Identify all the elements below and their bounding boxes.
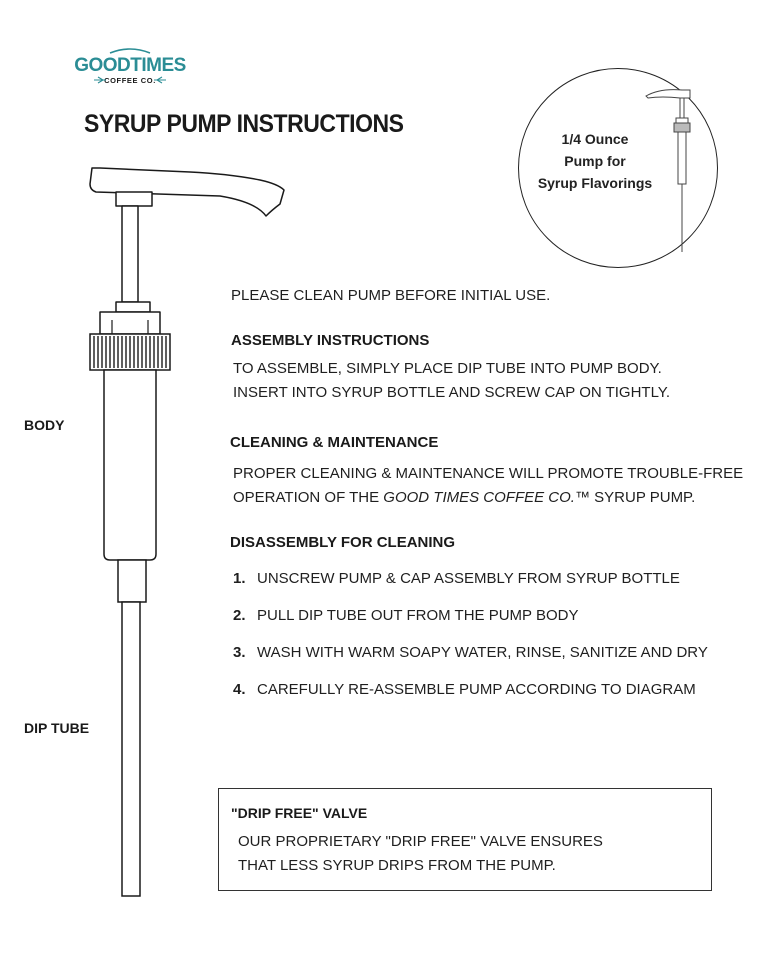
valve-body bbox=[238, 830, 603, 878]
logo-graphic bbox=[74, 46, 186, 88]
step-number: 2. bbox=[233, 607, 246, 624]
step-1 bbox=[233, 570, 680, 587]
badge-line-1: 1/4 Ounce bbox=[561, 131, 629, 147]
body-label: BODY bbox=[24, 417, 65, 433]
pump-stem bbox=[122, 206, 138, 302]
pump-body-cylinder bbox=[104, 370, 156, 560]
dip-tube-label: DIP TUBE bbox=[24, 720, 90, 736]
logo-tagline: COFFEE CO. bbox=[104, 76, 156, 85]
assembly-line-1: TO ASSEMBLE, SIMPLY PLACE DIP TUBE INTO PUMP BODY. bbox=[233, 360, 662, 377]
page-title: SYRUP PUMP INSTRUCTIONS bbox=[84, 110, 404, 138]
step-3 bbox=[233, 644, 708, 661]
pump-head-collar bbox=[116, 192, 152, 206]
brand-logo bbox=[74, 46, 186, 88]
step-number: 1. bbox=[233, 570, 246, 587]
valve-line-1: OUR PROPRIETARY "DRIP FREE" VALVE ENSURES bbox=[238, 833, 603, 850]
valve-line-2: THAT LESS SYRUP DRIPS FROM THE PUMP. bbox=[238, 857, 556, 874]
step-4 bbox=[233, 681, 696, 698]
cleaning-line-2-suffix: SYRUP PUMP. bbox=[589, 489, 696, 506]
pump-body-connector bbox=[118, 560, 146, 602]
cleaning-body bbox=[233, 462, 743, 510]
step-text: UNSCREW PUMP & CAP ASSEMBLY FROM SYRUP BOTTLE bbox=[257, 570, 680, 587]
brand-name: GOOD TIMES COFFEE CO.™ bbox=[383, 489, 590, 506]
badge-line-3: Syrup Flavorings bbox=[537, 175, 653, 191]
step-number: 3. bbox=[233, 644, 246, 661]
assembly-heading: ASSEMBLY INSTRUCTIONS bbox=[231, 332, 430, 349]
logo-arc bbox=[110, 49, 150, 53]
pump-stem-seal bbox=[116, 302, 150, 312]
valve-heading: "DRIP FREE" VALVE bbox=[231, 805, 368, 821]
cleaning-line-2-prefix: OPERATION OF THE bbox=[233, 489, 384, 506]
cleaning-heading: CLEANING & MAINTENANCE bbox=[230, 434, 439, 451]
step-2 bbox=[233, 607, 578, 624]
step-text: WASH WITH WARM SOAPY WATER, RINSE, SANITIZE AND DRY bbox=[257, 644, 708, 661]
badge-line-2: Pump for bbox=[564, 153, 626, 169]
assembly-body bbox=[233, 357, 670, 405]
dip-tube bbox=[122, 602, 140, 896]
disassembly-heading: DISASSEMBLY FOR CLEANING bbox=[230, 534, 456, 551]
cleaning-line-2 bbox=[233, 486, 743, 510]
step-number: 4. bbox=[233, 681, 246, 698]
assembly-line-2: INSERT INTO SYRUP BOTTLE AND SCREW CAP ON TIGHTLY. bbox=[233, 384, 671, 401]
pump-cap-top bbox=[100, 312, 160, 334]
step-text: CAREFULLY RE-ASSEMBLE PUMP ACCORDING TO DIAGRAM bbox=[257, 681, 696, 698]
intro-text: PLEASE CLEAN PUMP BEFORE INITIAL USE. bbox=[231, 287, 551, 304]
mini-pump-illustration bbox=[640, 84, 700, 256]
cleaning-line-1: PROPER CLEANING & MAINTENANCE WILL PROMOTE TROUBLE-FREE bbox=[233, 465, 744, 482]
step-text: PULL DIP TUBE OUT FROM THE PUMP BODY bbox=[257, 607, 579, 624]
logo-wordmark: GOODTIMES bbox=[74, 55, 186, 76]
